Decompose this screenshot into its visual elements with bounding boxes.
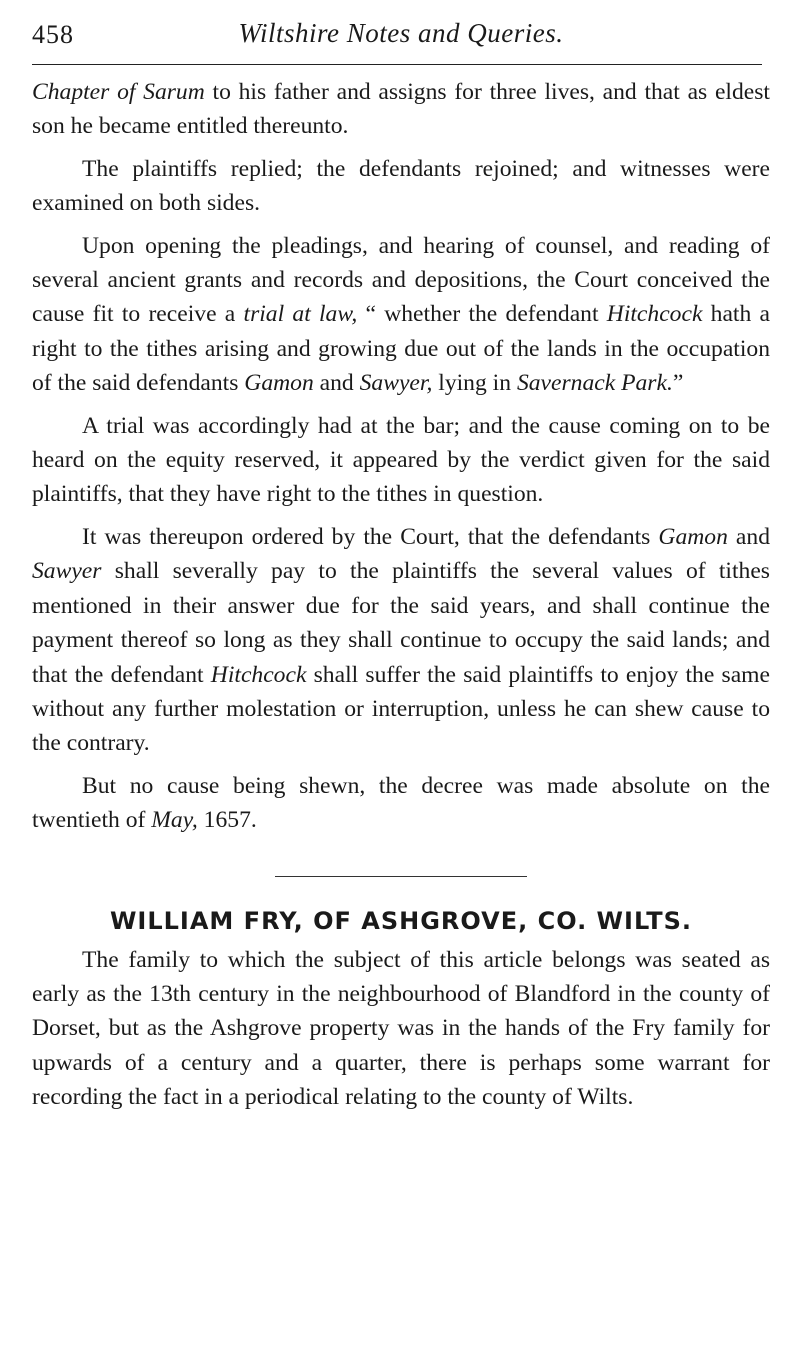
italic-text: Gamon — [244, 370, 314, 397]
text-run: “ whether the defendant — [357, 301, 607, 328]
paragraph — [32, 769, 770, 838]
paragraph — [32, 229, 770, 401]
italic-text: May, — [151, 807, 198, 834]
paragraph — [32, 152, 770, 221]
text-run: 1657. — [197, 807, 257, 834]
paragraph — [32, 409, 770, 512]
text-run: But no cause being shewn, the decree was made absolute on the twentieth of — [32, 772, 770, 834]
italic-text: trial at law, — [243, 301, 358, 328]
page-header — [32, 14, 770, 56]
italic-text: Savernack Park. — [516, 370, 673, 397]
page-number: 458 — [32, 20, 74, 49]
italic-text: Hitchcock — [210, 661, 307, 688]
italic-text: Sawyer, — [359, 370, 433, 397]
paragraph — [32, 75, 770, 144]
section-paragraph: The family to which the subject of this article belongs was seated as early as the 13th century in the neighbourhood of Blandford in the county of Dorset, but as the Ashgrove property was in the hands of the Fry family for upwards of a century and a quarter, there is perhaps some warrant for recording the fact in a periodical relating to the county of Wilts. — [32, 946, 770, 1111]
text-run: Upon opening the pleadings, and hearing of counsel, and reading of several ancient grants and records and depositions, the Court conceived the cause fit to receive a — [32, 232, 770, 328]
italic-text: Sawyer — [32, 558, 102, 585]
document-page — [32, 14, 770, 1115]
italic-text: Chapter of Sarum — [32, 79, 205, 105]
text-run: ” — [672, 370, 684, 397]
text-run: lying in — [432, 370, 517, 397]
section-body — [32, 943, 770, 1115]
italic-text: Hitchcock — [606, 301, 703, 328]
text-run: and — [313, 370, 360, 397]
text-run: shall suffer the said plaintiffs to enjoy the same without any further molestation or interruption, unless he can shew cause to the contrary. — [32, 661, 770, 757]
text-run: It was thereupon ordered by the Court, that the defendants — [82, 523, 659, 550]
header-rule — [32, 64, 762, 65]
paragraph — [32, 520, 770, 761]
article-body — [32, 75, 770, 838]
text-run: A trial was accordingly had at the bar; and the cause coming on to be heard on the equity reserved, it appeared by the verdict given for the said plaintiffs, that they have right to the tithes in question. — [32, 412, 770, 508]
text-run: hath a right to the tithes arising and growing due out of the lands in the occupation of the said defendants — [32, 301, 771, 397]
running-head: Wiltshire Notes and Queries. — [238, 18, 564, 48]
section-divider — [275, 876, 527, 877]
text-run: to his father and assigns for three lives, and that as eldest son he became entitled thereunto. — [32, 79, 770, 140]
italic-text: Gamon — [658, 523, 728, 550]
text-run: The plaintiffs replied; the defendants rejoined; and witnesses were examined on both sides. — [32, 155, 770, 217]
section-heading: WILLIAM FRY, OF ASHGROVE, CO. WILTS. — [109, 906, 693, 935]
text-run: and — [727, 523, 771, 550]
text-run: shall severally pay to the plaintiffs the several values of tithes mentioned in their answer due for the said years, and shall continue the payment thereof so long as they shall continue to occupy the said lands; and that the defendant — [32, 558, 770, 688]
